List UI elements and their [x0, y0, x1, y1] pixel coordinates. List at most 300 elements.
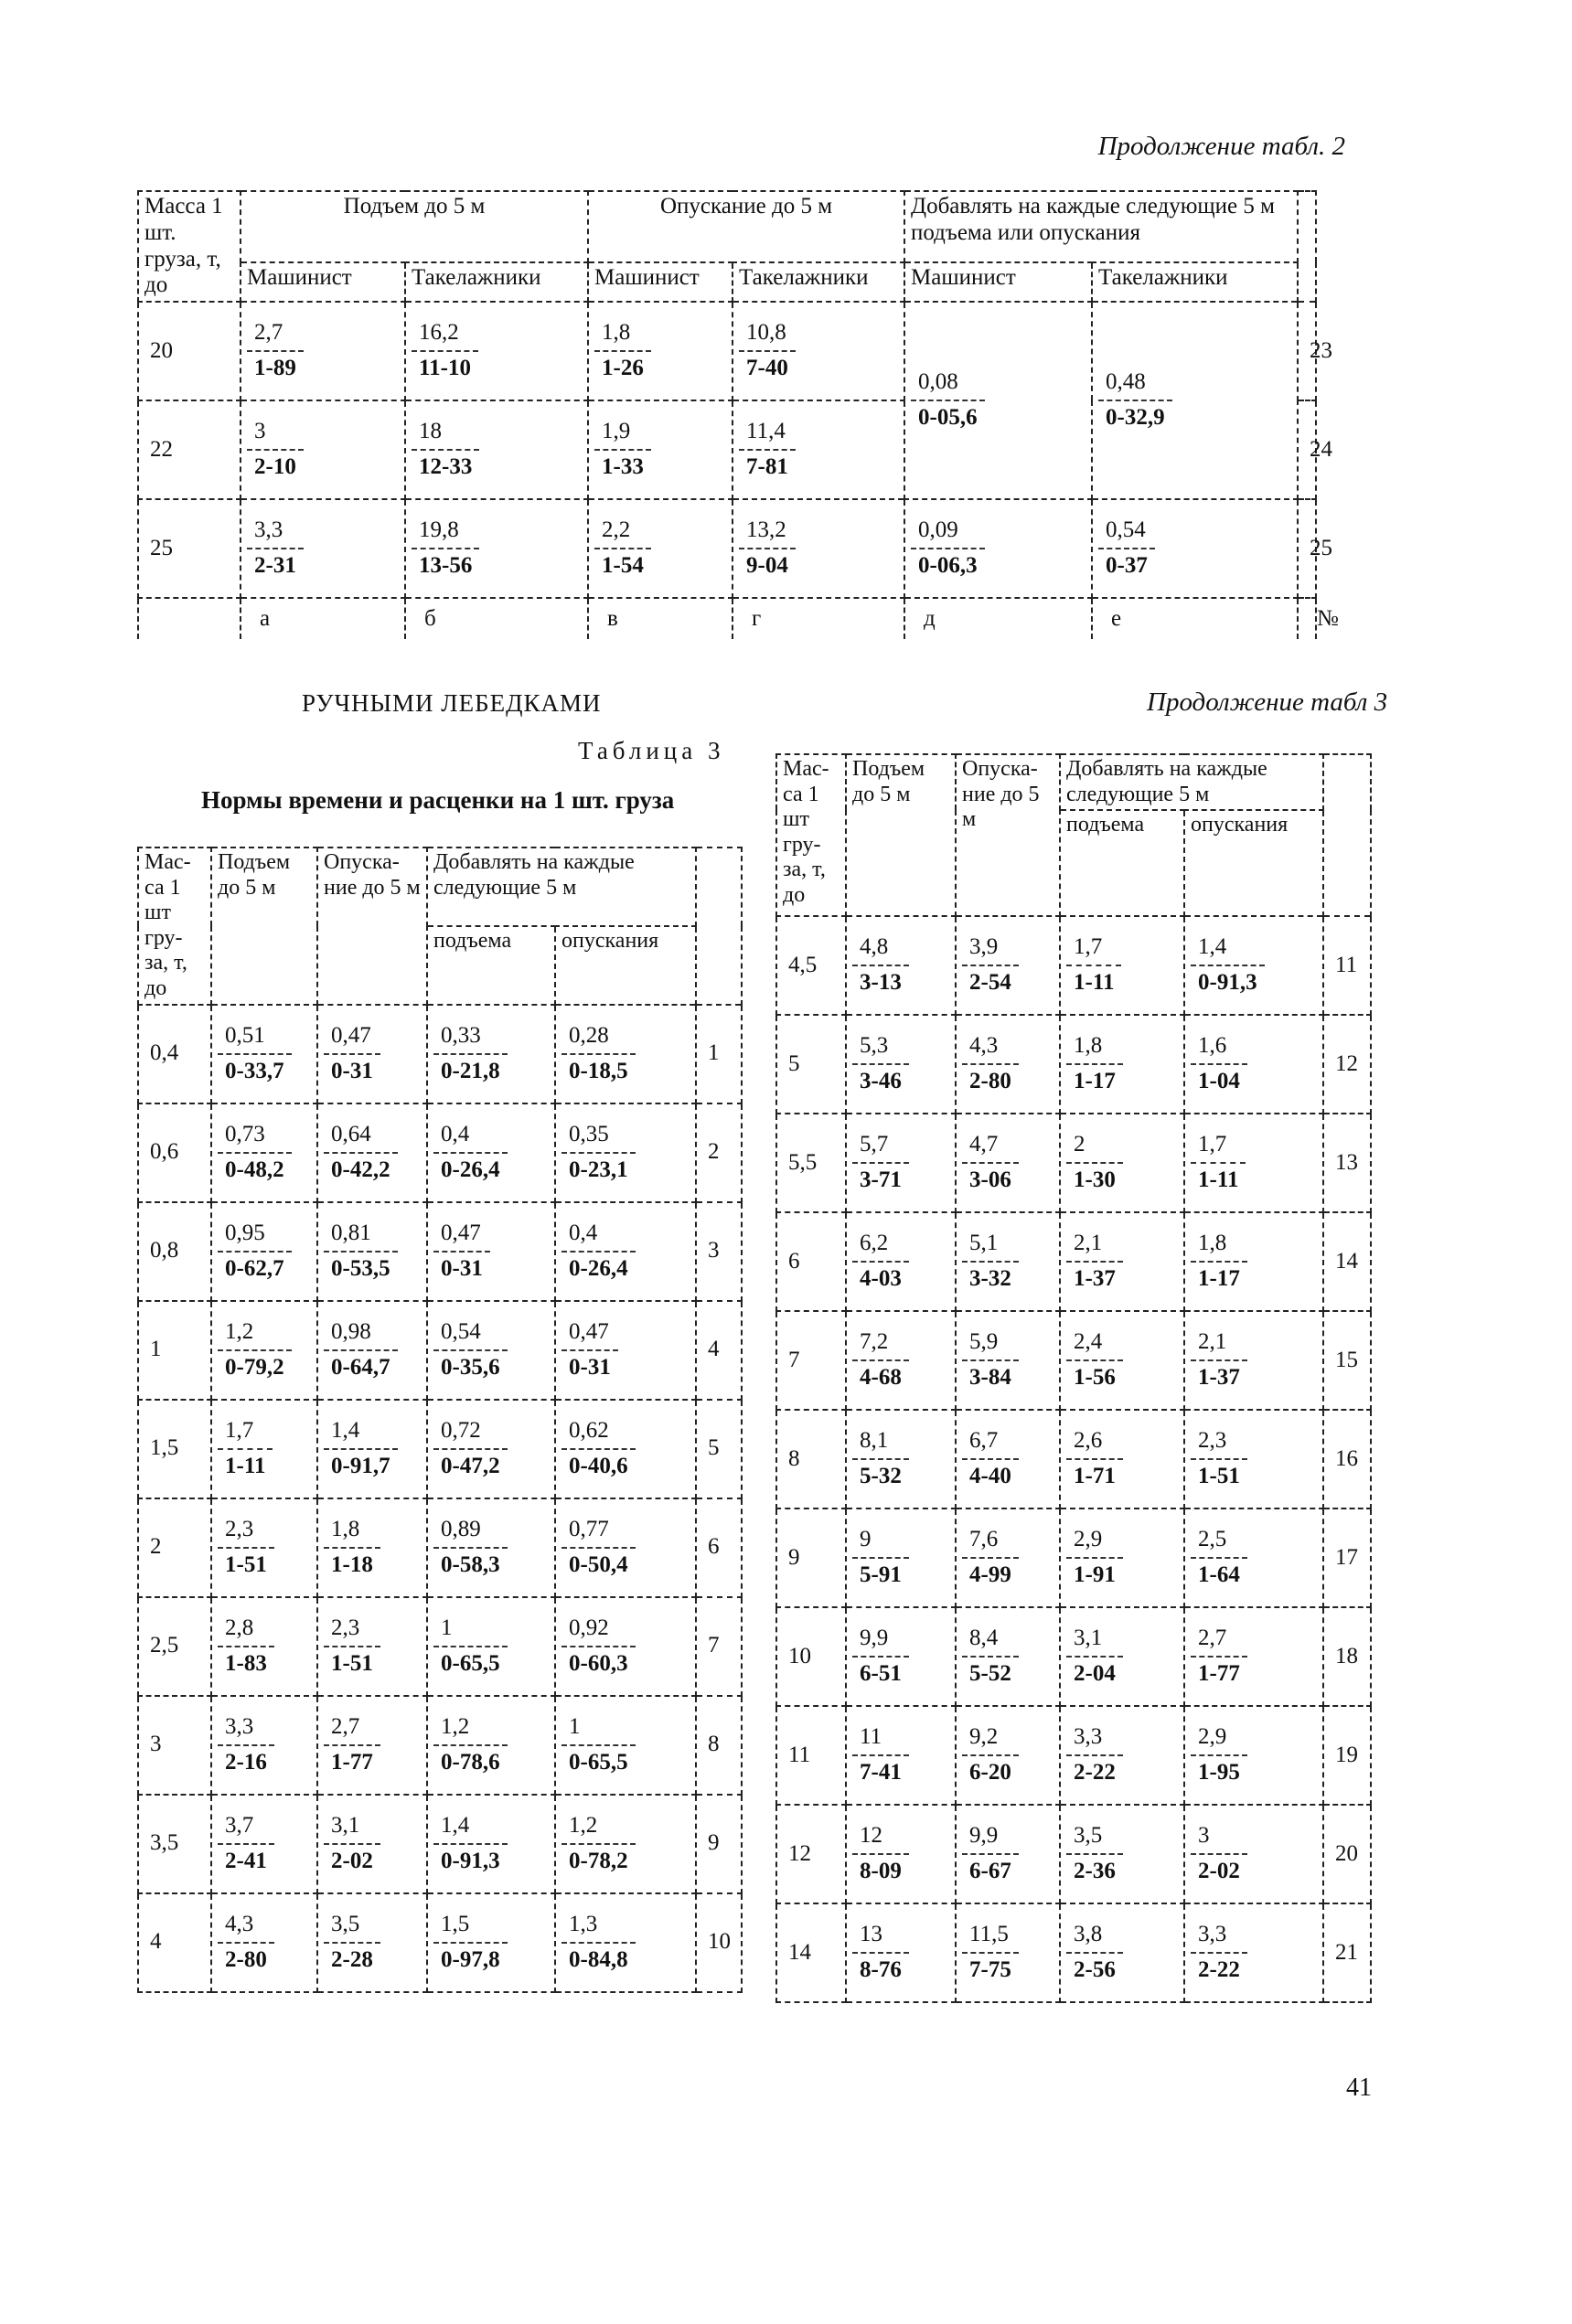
- mass-cell: 4: [138, 1893, 211, 1992]
- norm-time: 11,4: [739, 417, 796, 451]
- rate: 0-31: [569, 1354, 611, 1380]
- row-number: 24: [1298, 400, 1316, 499]
- lift-header: Подъем до 5 м: [846, 754, 956, 916]
- norm-time: 1,6: [1191, 1031, 1247, 1065]
- rate: 0-23,1: [569, 1157, 628, 1182]
- rate: 0-40,6: [569, 1453, 628, 1478]
- norm-time: 4,7: [962, 1130, 1019, 1164]
- rate: 11-10: [419, 356, 471, 380]
- rate: 3-46: [860, 1069, 902, 1094]
- rate: 0-58,3: [441, 1551, 500, 1577]
- norm-time: 5,1: [962, 1229, 1019, 1263]
- mass-cell: 1,5: [138, 1400, 211, 1498]
- row-number: 18: [1323, 1607, 1371, 1706]
- norm-time: 1,5: [433, 1910, 508, 1944]
- norm-time: 1,7: [1066, 933, 1121, 966]
- mass-cell: 2,5: [138, 1597, 211, 1696]
- rate: 6-51: [860, 1661, 902, 1687]
- mass-cell: 8: [776, 1410, 846, 1508]
- lower-header: Опускание до 5 м: [588, 191, 904, 262]
- norm-time: 0,35: [561, 1120, 636, 1154]
- row-number: 2: [696, 1103, 742, 1202]
- norm-time: 5,3: [852, 1031, 909, 1065]
- norm-time: 0,48: [1098, 368, 1172, 401]
- norm-time: 0,47: [324, 1021, 380, 1055]
- rate: 7-81: [746, 454, 788, 479]
- norm-time: 2,9: [1066, 1525, 1123, 1559]
- norm-time: 4,8: [852, 933, 909, 966]
- rate: 7-40: [746, 356, 788, 380]
- norm-time: 0,72: [433, 1416, 508, 1450]
- riggers-header: Такелажники: [405, 262, 588, 302]
- rate: 0-42,2: [331, 1157, 390, 1182]
- rate: 0-18,5: [569, 1058, 628, 1083]
- table-row: [138, 1597, 742, 1696]
- row-number: 12: [1323, 1015, 1371, 1114]
- add-lower-header: опускания: [555, 926, 696, 1005]
- norm-time: 3,1: [1066, 1624, 1123, 1658]
- norm-time: 0,73: [218, 1120, 292, 1154]
- rate: 0-47,2: [441, 1453, 500, 1478]
- row-number: 7: [696, 1597, 742, 1696]
- norm-time: 9,2: [962, 1722, 1019, 1756]
- rate: 2-22: [1198, 1957, 1240, 1983]
- table-row: [776, 1114, 1371, 1212]
- rate: 0-31: [441, 1255, 483, 1281]
- continuation-label-table3: Продолжение табл 3: [1147, 688, 1388, 717]
- rate: 2-02: [331, 1848, 373, 1873]
- norm-time: 0,77: [561, 1515, 636, 1549]
- mass-cell: 5,5: [776, 1114, 846, 1212]
- norm-time: 3,5: [324, 1910, 380, 1944]
- row-number: 3: [696, 1202, 742, 1301]
- table3: [137, 847, 743, 1993]
- norm-time: 1,8: [594, 318, 651, 352]
- row-number: 20: [1323, 1805, 1371, 1903]
- mass-cell: 12: [776, 1805, 846, 1903]
- norm-time: 2,3: [218, 1515, 274, 1549]
- rate: 1-11: [1198, 1167, 1239, 1193]
- norm-time: 1,4: [324, 1416, 398, 1450]
- rate: 0-97,8: [441, 1946, 500, 1972]
- table-row: [138, 1696, 742, 1795]
- table3-caption: Нормы времени и расценки на 1 шт. груза: [201, 786, 675, 814]
- rate: 1-33: [602, 454, 644, 479]
- norm-time: 1,7: [218, 1416, 273, 1450]
- rate: 0-33,7: [225, 1058, 284, 1083]
- riggers-header: Такелажники: [733, 262, 904, 302]
- norm-time: 11: [852, 1722, 909, 1756]
- table3-continuation: [775, 753, 1372, 2003]
- norm-time: 0,89: [433, 1515, 508, 1549]
- rate: 1-04: [1198, 1069, 1240, 1094]
- lift-header: Подъем до 5 м: [241, 191, 588, 262]
- norm-time: 4,3: [962, 1031, 1019, 1065]
- norm-time: 1,8: [324, 1515, 380, 1549]
- mass-cell: 22: [138, 400, 241, 499]
- norm-time: 0,08: [911, 368, 985, 401]
- norm-time: 3,7: [218, 1811, 274, 1845]
- rate: 0-79,2: [225, 1354, 284, 1380]
- mass-header: Мас-са 1 шт гру-за, т, до: [138, 848, 211, 1005]
- table-row: [776, 1903, 1371, 2002]
- row-number: 4: [696, 1301, 742, 1400]
- column-letter: а: [241, 598, 405, 639]
- page-number: 41: [1346, 2073, 1372, 2102]
- rate: 1-17: [1074, 1069, 1116, 1094]
- rate: 3-71: [860, 1167, 902, 1193]
- row-number: 8: [696, 1696, 742, 1795]
- table-row: [138, 499, 1316, 598]
- norm-time: 1,4: [433, 1811, 508, 1845]
- row-number: 11: [1323, 916, 1371, 1015]
- mass-cell: 6: [776, 1212, 846, 1311]
- mass-header: Мас-са 1 шт гру-за, т, до: [776, 754, 846, 916]
- norm-time: 4,3: [218, 1910, 274, 1944]
- mass-cell: 20: [138, 302, 241, 400]
- norm-time: 3,5: [1066, 1821, 1123, 1855]
- machinist-header: Машинист: [904, 262, 1092, 302]
- rate: 2-56: [1074, 1957, 1116, 1983]
- table-row: [776, 1311, 1371, 1410]
- norm-time: 0,09: [911, 516, 985, 549]
- norm-time: 3,3: [1066, 1722, 1123, 1756]
- row-number: 23: [1298, 302, 1316, 400]
- norm-time: 8,4: [962, 1624, 1019, 1658]
- row-number: 14: [1323, 1212, 1371, 1311]
- row-number: 13: [1323, 1114, 1371, 1212]
- rate: 4-40: [969, 1464, 1011, 1489]
- lower-header: Опуска-ние до 5 м: [956, 754, 1060, 916]
- rate: 1-17: [1198, 1266, 1240, 1292]
- rate: 1-37: [1074, 1266, 1116, 1292]
- norm-time: 2: [1066, 1130, 1123, 1164]
- table-row: [138, 1795, 742, 1893]
- norm-time: 1,7: [1191, 1130, 1246, 1164]
- mass-cell: 4,5: [776, 916, 846, 1015]
- mass-cell: 7: [776, 1311, 846, 1410]
- rate: 2-54: [969, 970, 1011, 996]
- mass-cell: 0,6: [138, 1103, 211, 1202]
- rate: 1-18: [331, 1551, 373, 1577]
- mass-header: Масса 1 шт. груза, т, до: [138, 191, 241, 302]
- mass-cell: 11: [776, 1706, 846, 1805]
- norm-time: 0,54: [1098, 516, 1155, 549]
- mass-cell: 3: [138, 1696, 211, 1795]
- norm-time: 19,8: [412, 516, 479, 549]
- mass-cell: 10: [776, 1607, 846, 1706]
- table-row: [138, 1400, 742, 1498]
- rate: 1-11: [1074, 970, 1115, 996]
- lower-header: Опуска-ние до 5 м: [317, 848, 427, 1005]
- norm-time: 0,51: [218, 1021, 292, 1055]
- rate: 1-54: [602, 553, 644, 578]
- norm-time: 3,3: [247, 516, 304, 549]
- table-row: [776, 1410, 1371, 1508]
- norm-time: 9: [852, 1525, 909, 1559]
- rate: 0-64,7: [331, 1354, 390, 1380]
- norm-time: 2,7: [247, 318, 304, 352]
- norm-time: 0,28: [561, 1021, 636, 1055]
- rate: 0-65,5: [441, 1650, 500, 1676]
- machinist-header: Машинист: [588, 262, 733, 302]
- rate: 2-02: [1198, 1859, 1240, 1884]
- norm-time: 2,1: [1066, 1229, 1123, 1263]
- rate: 0-62,7: [225, 1255, 284, 1281]
- rate: 2-31: [254, 553, 296, 578]
- norm-time: 1: [561, 1712, 636, 1746]
- norm-time: 2,6: [1066, 1426, 1123, 1460]
- norm-time: 3,3: [218, 1712, 274, 1746]
- rate: 2-80: [225, 1946, 267, 1972]
- mass-cell: 0,8: [138, 1202, 211, 1301]
- rate: 12-33: [419, 454, 473, 479]
- mass-cell: 1: [138, 1301, 211, 1400]
- rate: 3-84: [969, 1365, 1011, 1391]
- rate: 3-32: [969, 1266, 1011, 1292]
- rate: 1-83: [225, 1650, 267, 1676]
- rate: 0-50,4: [569, 1551, 628, 1577]
- norm-time: 2,7: [324, 1712, 380, 1746]
- norm-time: 2,5: [1191, 1525, 1247, 1559]
- rate: 3-13: [860, 970, 902, 996]
- norm-time: 6,7: [962, 1426, 1019, 1460]
- rate: 1-77: [331, 1749, 373, 1775]
- rate: 13-56: [419, 553, 473, 578]
- add-lift-header: подъема: [1060, 810, 1184, 916]
- norm-time: 1,8: [1066, 1031, 1123, 1065]
- machinist-header: Машинист: [241, 262, 405, 302]
- rate: 6-20: [969, 1760, 1011, 1786]
- norm-time: 1,3: [561, 1910, 636, 1944]
- norm-time: 0,47: [561, 1317, 618, 1351]
- row-number: 19: [1323, 1706, 1371, 1805]
- add-lower-header: опускания: [1184, 810, 1323, 916]
- norm-time: 10,8: [739, 318, 796, 352]
- column-letter: д: [904, 598, 1092, 639]
- table-row: [138, 1498, 742, 1597]
- rate: 5-91: [860, 1562, 902, 1588]
- rate: 0-05,6: [918, 405, 978, 430]
- rate: 1-91: [1074, 1562, 1116, 1588]
- mass-cell: 9: [776, 1508, 846, 1607]
- row-number: 1: [696, 1005, 742, 1103]
- table-row: [138, 1202, 742, 1301]
- rate: 9-04: [746, 553, 788, 578]
- table-row: [776, 916, 1371, 1015]
- table-row: [776, 1015, 1371, 1114]
- norm-time: 0,54: [433, 1317, 508, 1351]
- rate: 0-91,3: [441, 1848, 500, 1873]
- norm-time: 2,9: [1191, 1722, 1247, 1756]
- rate: 5-52: [969, 1661, 1011, 1687]
- norm-time: 2,2: [594, 516, 651, 549]
- rate: 0-53,5: [331, 1255, 390, 1281]
- rate: 2-22: [1074, 1760, 1116, 1786]
- continuation-label-table2: Продолжение табл. 2: [1097, 132, 1345, 161]
- table-row: [776, 1607, 1371, 1706]
- rate: 2-16: [225, 1749, 267, 1775]
- mass-cell: 3,5: [138, 1795, 211, 1893]
- rate: 0-78,6: [441, 1749, 500, 1775]
- row-number: 15: [1323, 1311, 1371, 1410]
- norm-time: 7,6: [962, 1525, 1019, 1559]
- rate: 0-48,2: [225, 1157, 284, 1182]
- norm-time: 8,1: [852, 1426, 909, 1460]
- column-letter: в: [588, 598, 733, 639]
- norm-time: 0,92: [561, 1614, 636, 1647]
- rate: 0-84,8: [569, 1946, 628, 1972]
- norm-time: 0,62: [561, 1416, 636, 1450]
- norm-time: 3: [1191, 1821, 1247, 1855]
- table-row: [138, 302, 1316, 400]
- rate: 0-31: [331, 1058, 373, 1083]
- norm-time: 3,1: [324, 1811, 380, 1845]
- rate: 0-91,7: [331, 1453, 390, 1478]
- rate: 1-51: [225, 1551, 267, 1577]
- row-number: 10: [696, 1893, 742, 1992]
- norm-time: 2,4: [1066, 1327, 1123, 1361]
- column-letter: е: [1092, 598, 1298, 639]
- norm-time: 3: [247, 417, 304, 451]
- rate: 4-68: [860, 1365, 902, 1391]
- norm-time: 0,33: [433, 1021, 508, 1055]
- norm-time: 5,7: [852, 1130, 909, 1164]
- norm-time: 1,9: [594, 417, 651, 451]
- rate: 0-06,3: [918, 553, 978, 578]
- norm-time: 1,8: [1191, 1229, 1247, 1263]
- rate: 7-41: [860, 1760, 902, 1786]
- rate: 0-21,8: [441, 1058, 500, 1083]
- rate: 2-04: [1074, 1661, 1116, 1687]
- rate: 5-32: [860, 1464, 902, 1489]
- norm-time: 3,9: [962, 933, 1019, 966]
- rate: 8-76: [860, 1957, 902, 1983]
- table-row: [138, 1005, 742, 1103]
- rate: 0-91,3: [1198, 970, 1257, 996]
- column-letters-row: [138, 598, 1316, 639]
- norm-time: 2,3: [1191, 1426, 1247, 1460]
- mass-cell: 25: [138, 499, 241, 598]
- mass-cell: 0,4: [138, 1005, 211, 1103]
- norm-time: 16,2: [412, 318, 478, 352]
- mass-cell: 14: [776, 1903, 846, 2002]
- rate: 4-99: [969, 1562, 1011, 1588]
- rate: 1-37: [1198, 1365, 1240, 1391]
- rate: 4-03: [860, 1266, 902, 1292]
- row-number: 17: [1323, 1508, 1371, 1607]
- column-letter: №: [1298, 598, 1316, 639]
- table-row: [138, 1301, 742, 1400]
- norm-time: 6,2: [852, 1229, 909, 1263]
- rate: 2-80: [969, 1069, 1011, 1094]
- norm-time: 9,9: [852, 1624, 909, 1658]
- rate: 8-09: [860, 1859, 902, 1884]
- rate: 1-51: [331, 1650, 373, 1676]
- add-header: Добавлять на каждые следующие 5 м: [1060, 754, 1323, 810]
- rate: 1-89: [254, 356, 296, 380]
- table-row: [776, 1212, 1371, 1311]
- add-header: Добавлять на каждые следующие 5 м: [427, 848, 696, 926]
- row-number: 5: [696, 1400, 742, 1498]
- rate: 0-26,4: [441, 1157, 500, 1182]
- norm-time: 11,5: [962, 1920, 1019, 1954]
- rate: 1-26: [602, 356, 644, 380]
- norm-time: 1,2: [218, 1317, 292, 1351]
- norm-time: 0,95: [218, 1219, 292, 1253]
- rate: 1-30: [1074, 1167, 1116, 1193]
- riggers-header: Такелажники: [1092, 262, 1298, 302]
- rate: 2-10: [254, 454, 296, 479]
- add-header: Добавлять на каждые следующие 5 м подъема или опускания: [904, 191, 1298, 262]
- table2: [137, 190, 1339, 639]
- norm-time: 2,8: [218, 1614, 274, 1647]
- rate: 2-36: [1074, 1859, 1116, 1884]
- rate: 1-64: [1198, 1562, 1240, 1588]
- table-row: [138, 1103, 742, 1202]
- table-row: [138, 1893, 742, 1992]
- norm-time: 0,47: [433, 1219, 490, 1253]
- norm-time: 1: [433, 1614, 508, 1647]
- table3-label: Таблица 3: [578, 737, 725, 764]
- add-lift-header: подъема: [427, 926, 555, 1005]
- norm-time: 3,8: [1066, 1920, 1123, 1954]
- rate: 1-77: [1198, 1661, 1240, 1687]
- rate: 1-71: [1074, 1464, 1116, 1489]
- norm-time: 7,2: [852, 1327, 909, 1361]
- rate: 1-11: [225, 1453, 266, 1478]
- rate: 0-32,9: [1106, 405, 1165, 430]
- norm-time: 0,81: [324, 1219, 398, 1253]
- column-letter: г: [733, 598, 904, 639]
- row-number: 21: [1323, 1903, 1371, 2002]
- table-row: [776, 1805, 1371, 1903]
- norm-time: 1,2: [561, 1811, 636, 1845]
- rate: 2-41: [225, 1848, 267, 1873]
- rate: 0-60,3: [569, 1650, 628, 1676]
- rate: 0-65,5: [569, 1749, 628, 1775]
- rate: 0-26,4: [569, 1255, 628, 1281]
- row-number: 25: [1298, 499, 1316, 598]
- norm-time: 1,2: [433, 1712, 508, 1746]
- table-row: [776, 1508, 1371, 1607]
- rate: 7-75: [969, 1957, 1011, 1983]
- rate: 2-28: [331, 1946, 373, 1972]
- norm-time: 2,3: [324, 1614, 380, 1647]
- rate: 0-78,2: [569, 1848, 628, 1873]
- norm-time: 0,64: [324, 1120, 398, 1154]
- row-number: 16: [1323, 1410, 1371, 1508]
- norm-time: 13,2: [739, 516, 796, 549]
- norm-time: 5,9: [962, 1327, 1019, 1361]
- norm-time: 13: [852, 1920, 909, 1954]
- norm-time: 2,7: [1191, 1624, 1247, 1658]
- row-number: 6: [696, 1498, 742, 1597]
- norm-time: 0,98: [324, 1317, 398, 1351]
- rate: 3-06: [969, 1167, 1011, 1193]
- rate: 1-51: [1198, 1464, 1240, 1489]
- norm-time: 0,4: [561, 1219, 636, 1253]
- mass-cell: 5: [776, 1015, 846, 1114]
- table-row: [776, 1706, 1371, 1805]
- section-title: РУЧНЫМИ ЛЕБЕДКАМИ: [302, 689, 602, 717]
- column-letter: б: [405, 598, 588, 639]
- norm-time: 18: [412, 417, 479, 451]
- rate: 0-35,6: [441, 1354, 500, 1380]
- rate: 6-67: [969, 1859, 1011, 1884]
- norm-time: 2,1: [1191, 1327, 1247, 1361]
- mass-cell: 2: [138, 1498, 211, 1597]
